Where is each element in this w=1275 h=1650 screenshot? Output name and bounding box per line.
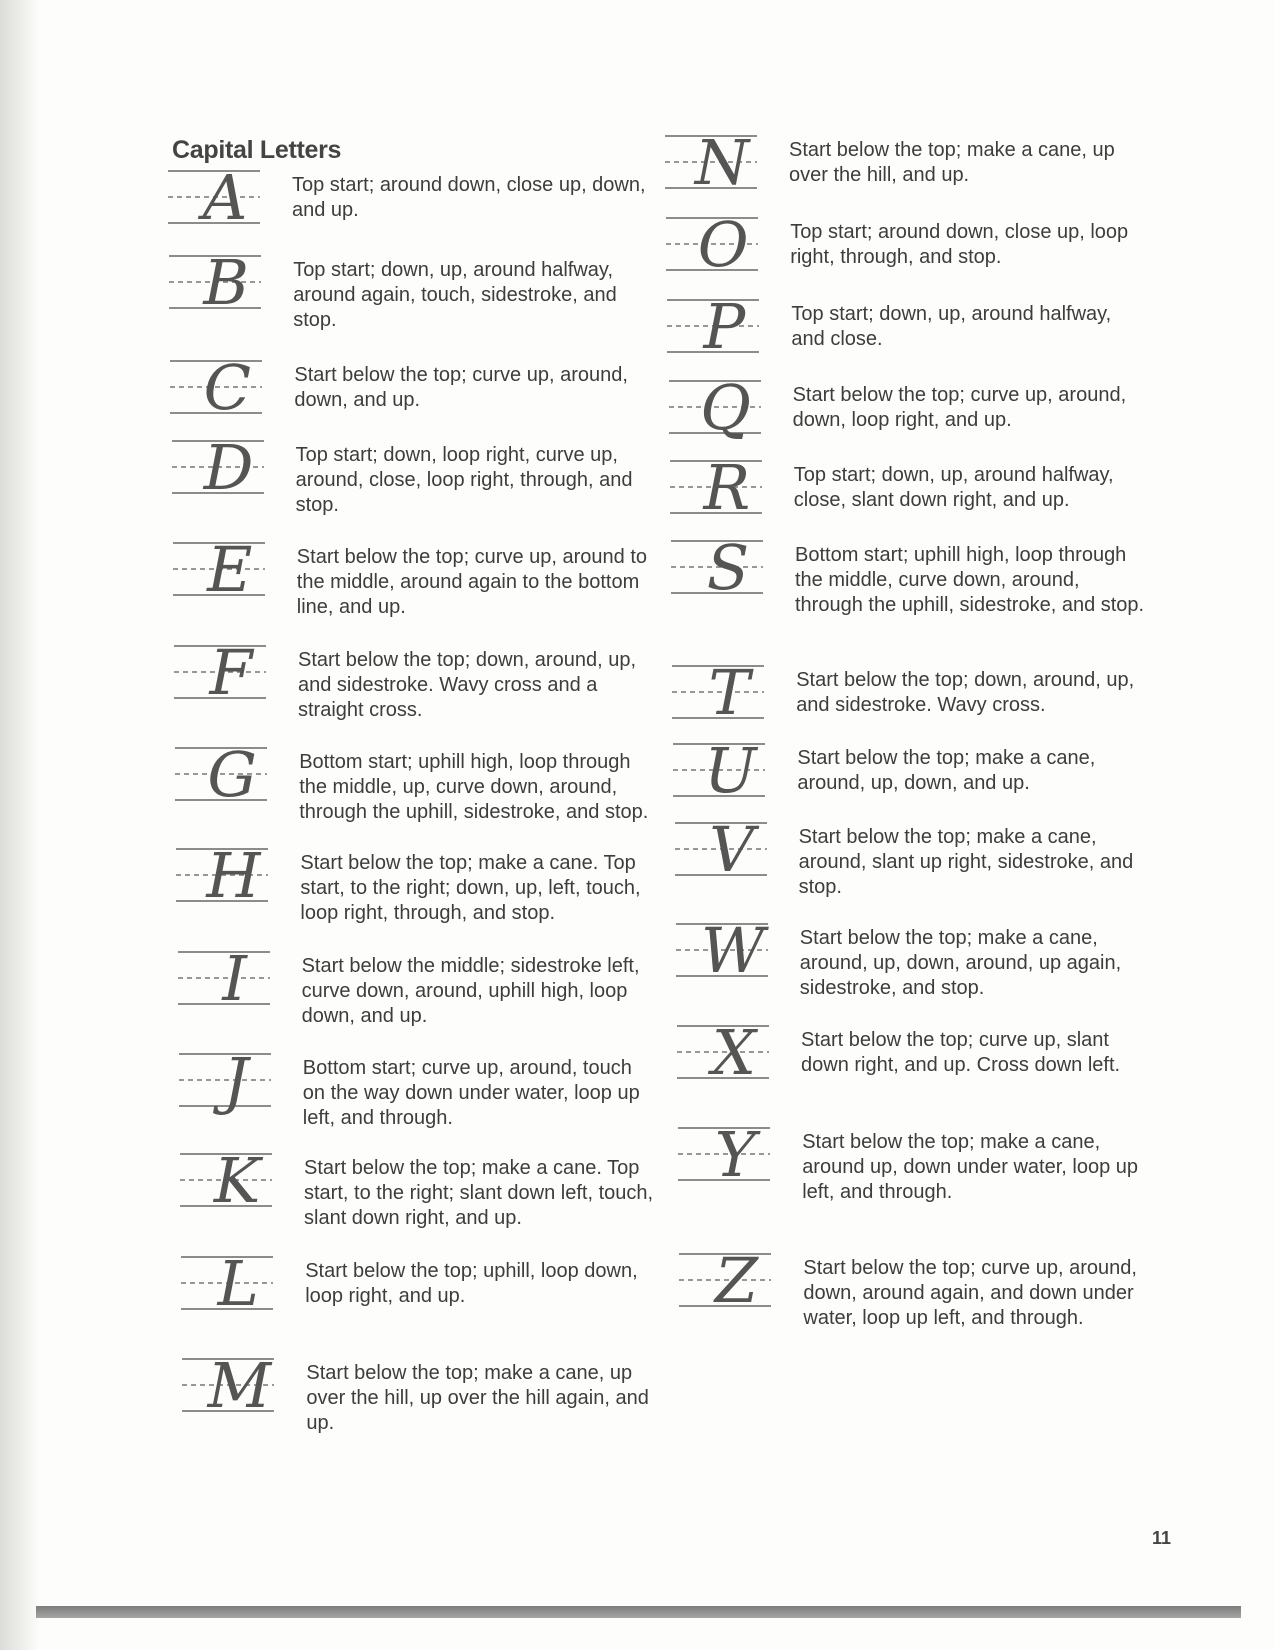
cursive-model-h xyxy=(176,839,284,913)
stroke-instructions: Bottom start; uphill high, loop through the middle, curve down, around, through the uphill, sidestroke, and stop. xyxy=(795,544,1145,616)
letter-entry-a xyxy=(168,161,647,235)
stroke-instructions: Bottom start; uphill high, loop through the middle, up, curve down, around, through the uphill, sidestroke, and stop. xyxy=(299,751,649,823)
cursive-letter: V xyxy=(709,813,754,886)
cursive-model-u xyxy=(673,734,781,808)
letter-entry-n xyxy=(665,126,1144,200)
stroke-instructions: Top start; down, up, around halfway, close, slant down right, and up. xyxy=(793,464,1114,511)
cursive-letter: Z xyxy=(714,1244,758,1317)
letter-entry-m xyxy=(182,1349,661,1436)
letter-entry-g xyxy=(175,738,654,825)
cursive-model-l xyxy=(181,1247,289,1321)
cursive-letter: J xyxy=(223,1044,249,1117)
letter-entry-u xyxy=(673,734,1152,808)
letter-entry-x xyxy=(677,1016,1156,1090)
stroke-instructions: Start below the top; make a cane. Top start, to the right; slant down left, touch, slant down right, and up. xyxy=(304,1157,654,1229)
cursive-letter: X xyxy=(711,1016,757,1089)
cursive-letter: D xyxy=(203,431,254,504)
page-title: Capital Letters xyxy=(172,136,342,164)
cursive-letter: W xyxy=(700,914,765,987)
letter-entry-h xyxy=(176,839,655,926)
cursive-letter: I xyxy=(222,942,247,1015)
letter-entry-v xyxy=(675,813,1154,900)
cursive-letter: F xyxy=(209,636,253,709)
letter-entry-l xyxy=(181,1247,660,1321)
letter-entry-w xyxy=(676,914,1155,1001)
cursive-model-j xyxy=(179,1044,287,1118)
cursive-letter: K xyxy=(213,1144,261,1217)
cursive-letter: S xyxy=(706,531,750,604)
letter-entry-f xyxy=(174,636,653,723)
cursive-letter: U xyxy=(704,734,757,807)
cursive-model-m xyxy=(182,1349,290,1423)
stroke-instructions: Start below the top; make a cane, up over the hill, and up. xyxy=(789,139,1115,186)
cursive-letter: H xyxy=(206,839,261,912)
stroke-instructions: Start below the top; make a cane, up over the hill, up over the hill again, and up. xyxy=(306,1362,649,1434)
cursive-model-f xyxy=(174,636,282,710)
letter-entry-d xyxy=(172,431,651,518)
stroke-instructions: Start below the top; make a cane, around, slant up right, sidestroke, and stop. xyxy=(798,826,1134,898)
cursive-model-o xyxy=(666,208,774,282)
letter-entry-b xyxy=(169,246,648,333)
stroke-instructions: Start below the top; make a cane, around up, down under water, loop up left, and through. xyxy=(802,1131,1138,1203)
cursive-letter: M xyxy=(207,1349,272,1422)
stroke-instructions: Start below the top; curve up, around, down, around again, and down under water, loop up left, and through. xyxy=(803,1257,1137,1329)
stroke-instructions: Start below the top; curve up, around to the middle, around again to the bottom line, and up. xyxy=(296,546,648,618)
cursive-letter: E xyxy=(207,533,253,606)
scan-bottom-edge xyxy=(36,1606,1241,1618)
cursive-letter: R xyxy=(703,451,751,524)
letter-entry-z xyxy=(679,1244,1158,1331)
cursive-letter: Q xyxy=(700,371,752,444)
stroke-instructions: Top start; around down, close up, loop right, through, and stop. xyxy=(790,221,1129,268)
cursive-model-p xyxy=(667,290,775,364)
letter-entry-j xyxy=(179,1044,658,1131)
stroke-instructions: Top start; down, up, around halfway, and close. xyxy=(791,303,1112,350)
cursive-letter: Y xyxy=(714,1118,756,1191)
cursive-model-x xyxy=(677,1016,785,1090)
letter-entry-q xyxy=(669,371,1148,445)
scan-left-edge xyxy=(0,0,40,1650)
cursive-letter: B xyxy=(203,246,249,319)
letter-entry-r xyxy=(670,451,1149,525)
cursive-model-q xyxy=(669,371,777,445)
stroke-instructions: Top start; down, up, around halfway, around again, touch, sidestroke, and stop. xyxy=(293,259,617,331)
cursive-letter: P xyxy=(703,290,746,363)
stroke-instructions: Start below the top; down, around, up, and sidestroke. Wavy cross and a straight cross. xyxy=(298,649,636,721)
cursive-model-c xyxy=(170,351,278,425)
letter-entry-y xyxy=(678,1118,1157,1205)
stroke-instructions: Start below the top; uphill, loop down, loop right, and up. xyxy=(305,1260,638,1307)
cursive-letter: G xyxy=(207,738,257,811)
stroke-instructions: Start below the top; down, around, up, and sidestroke. Wavy cross. xyxy=(796,669,1135,716)
cursive-model-g xyxy=(175,738,283,812)
stroke-instructions: Start below the top; make a cane. Top start, to the right; down, up, left, touch, loop right, through, and stop. xyxy=(300,852,641,924)
stroke-instructions: Start below the top; make a cane, around, up, down, and up. xyxy=(797,747,1096,794)
cursive-model-a xyxy=(168,161,276,235)
stroke-instructions: Top start; down, loop right, curve up, around, close, loop right, through, and stop. xyxy=(295,444,633,516)
stroke-instructions: Top start; around down, close up, down, and up. xyxy=(292,174,646,221)
cursive-model-v xyxy=(675,813,783,887)
cursive-model-n xyxy=(665,126,773,200)
cursive-model-r xyxy=(670,451,778,525)
stroke-instructions: Start below the top; make a cane, around, up, down, around, up again, sidestroke, and stop. xyxy=(799,927,1122,999)
cursive-letter: N xyxy=(694,126,750,199)
cursive-letter: T xyxy=(708,656,750,729)
cursive-letter: O xyxy=(697,208,749,281)
cursive-model-t xyxy=(672,656,780,730)
stroke-instructions: Bottom start; curve up, around, touch on the way down under water, loop up left, and through. xyxy=(302,1057,640,1129)
cursive-letter: A xyxy=(202,161,248,234)
letter-entry-k xyxy=(180,1144,659,1231)
cursive-model-k xyxy=(180,1144,288,1218)
cursive-model-e xyxy=(173,533,281,607)
cursive-model-y xyxy=(678,1118,786,1192)
letter-entry-s xyxy=(671,531,1150,618)
letter-entry-o xyxy=(666,208,1145,282)
letter-entry-e xyxy=(173,533,652,620)
cursive-model-s xyxy=(671,531,779,605)
cursive-model-w xyxy=(676,914,784,988)
letter-entry-p xyxy=(667,290,1146,364)
letter-entry-c xyxy=(170,351,649,425)
cursive-model-z xyxy=(679,1244,787,1318)
stroke-instructions: Start below the top; curve up, around, down, loop right, and up. xyxy=(792,384,1127,431)
page-number: 11 xyxy=(1152,1528,1172,1548)
stroke-instructions: Start below the top; curve up, slant down right, and up. Cross down left. xyxy=(801,1029,1121,1076)
stroke-instructions: Start below the middle; sidestroke left, curve down, around, uphill high, loop down, and up. xyxy=(301,955,640,1027)
cursive-letter: C xyxy=(203,351,252,424)
cursive-model-d xyxy=(172,431,280,505)
letter-entry-t xyxy=(672,656,1151,730)
cursive-model-b xyxy=(169,246,277,320)
stroke-instructions: Start below the top; curve up, around, down, and up. xyxy=(294,364,628,411)
cursive-model-i xyxy=(178,942,286,1016)
letter-entry-i xyxy=(178,942,657,1029)
cursive-letter: L xyxy=(217,1247,259,1320)
